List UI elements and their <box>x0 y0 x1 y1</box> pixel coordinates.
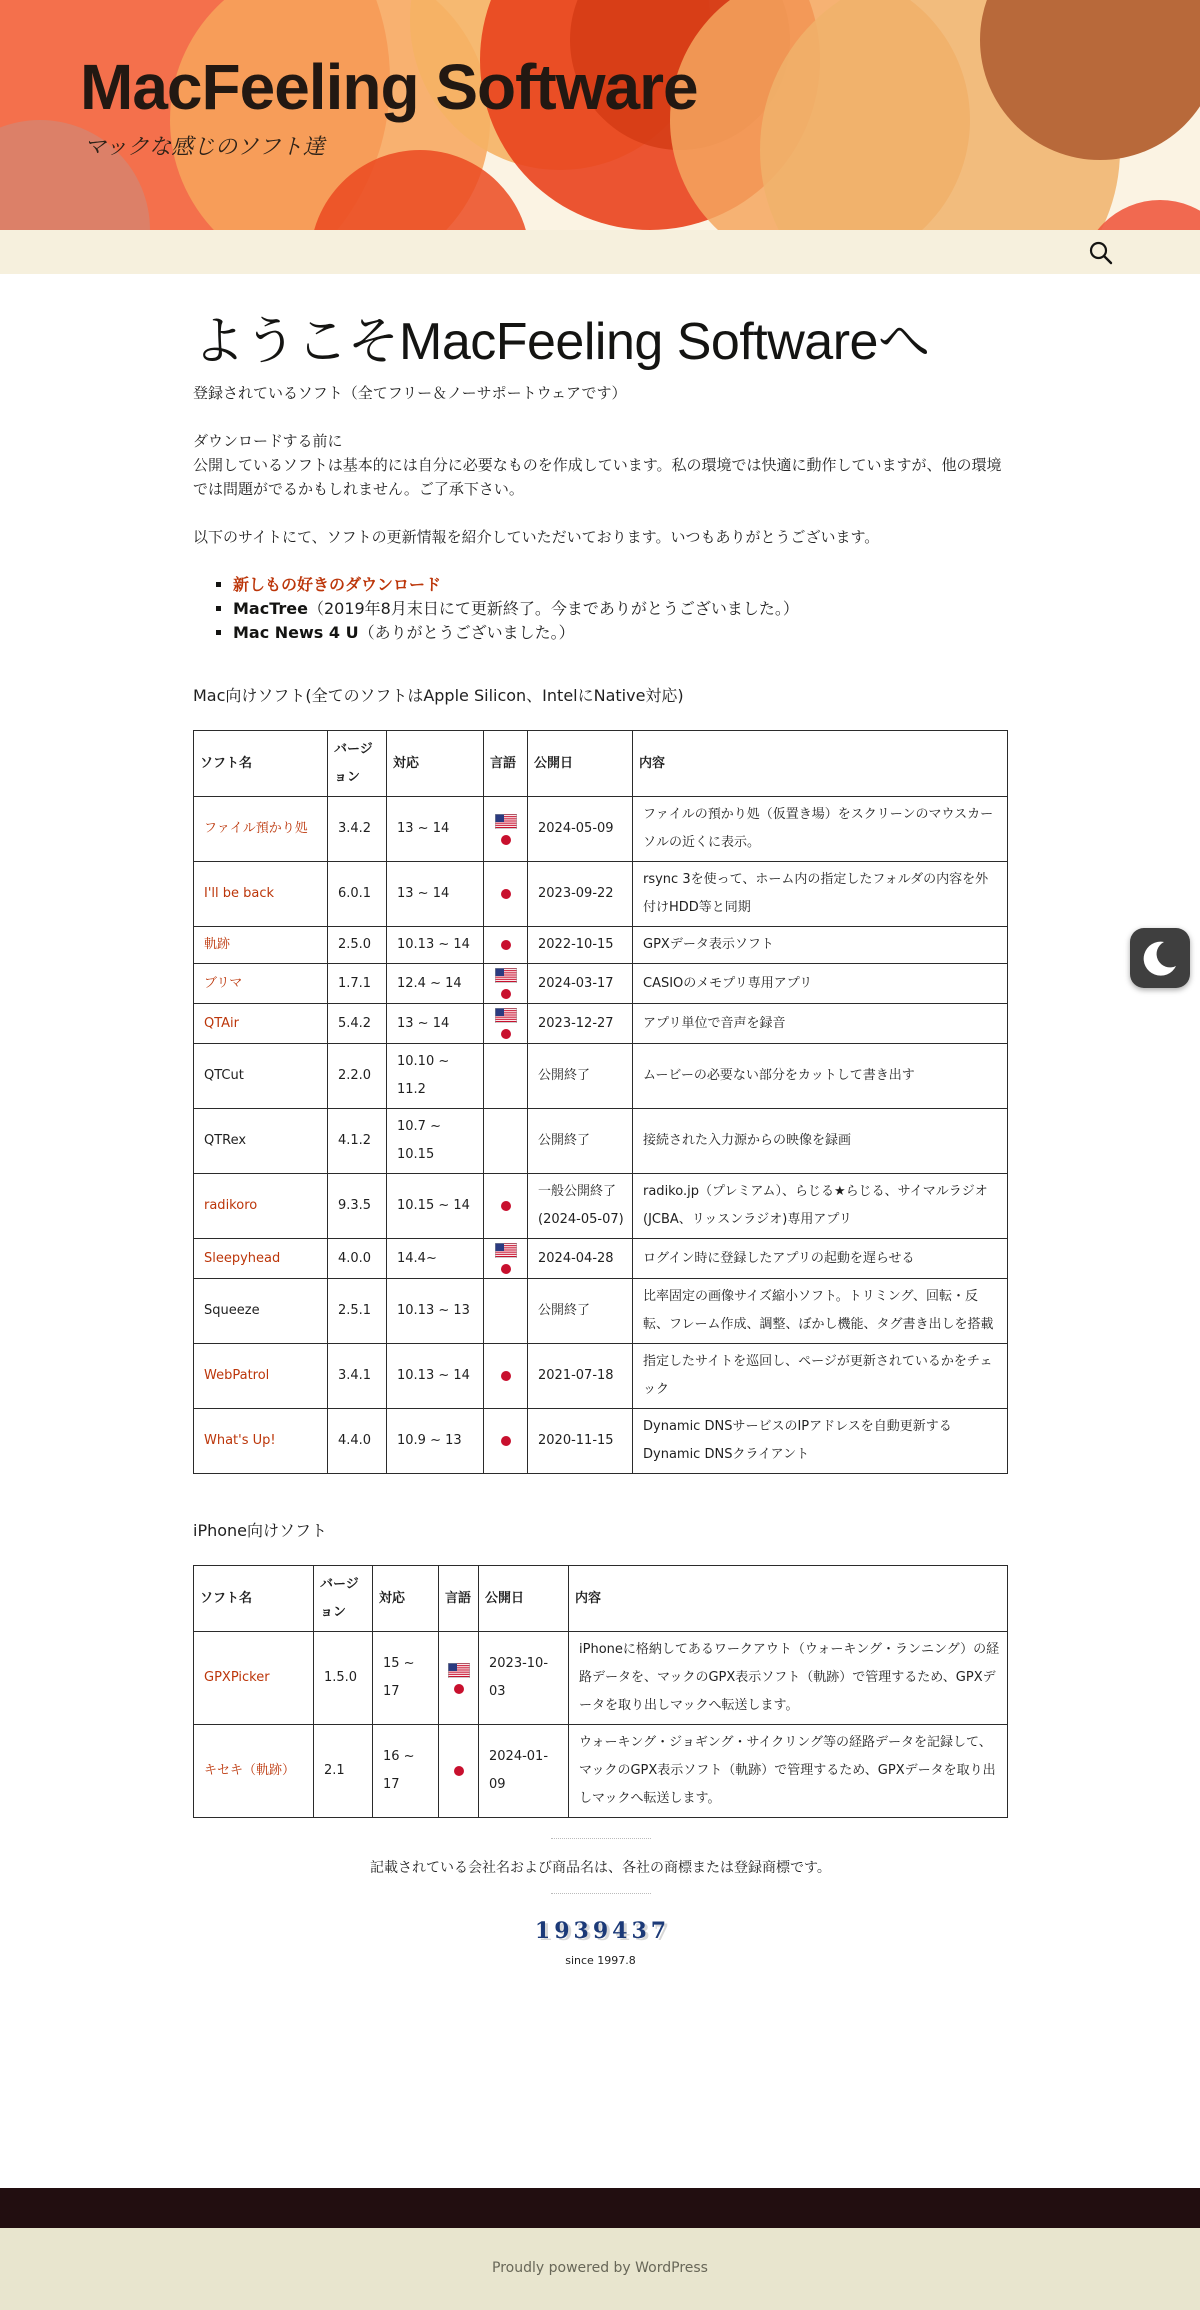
table-header-row <box>194 731 1008 797</box>
divider <box>551 1893 651 1894</box>
version-cell: 4.4.0 <box>328 1409 387 1474</box>
site-link-shinshimono[interactable]: 新しもの好きのダウンロード <box>233 575 442 594</box>
app-name-cell <box>194 797 328 862</box>
release-date-cell: 2023-12-27 <box>528 1004 633 1044</box>
os-support-cell: 13 ~ 14 <box>387 1004 484 1044</box>
iphone-apps-table <box>193 1565 1008 1818</box>
release-date-cell: 公開終了 <box>528 1279 633 1344</box>
app-name-cell <box>194 1044 328 1109</box>
jp-flag-icon <box>501 1201 511 1211</box>
table-row <box>194 862 1008 927</box>
description-cell: 比率固定の画像サイズ縮小ソフト。トリミング、回転・反転、フレーム作成、調整、ぼかし機能、タグ書き出しを搭載 <box>633 1279 1008 1344</box>
counter-digit: 3 <box>631 1918 647 1944</box>
language-cell <box>484 1239 528 1279</box>
app-name-cell <box>194 1174 328 1239</box>
jp-flag-icon <box>501 989 511 999</box>
list-item <box>233 573 1008 597</box>
jp-flag-icon <box>501 940 511 950</box>
table-header-row <box>194 1566 1008 1632</box>
release-date-cell: 2024-03-17 <box>528 964 633 1004</box>
os-support-cell: 10.10 ~ 11.2 <box>387 1044 484 1109</box>
language-cell <box>484 797 528 862</box>
app-name-cell <box>194 1239 328 1279</box>
language-cell <box>484 862 528 927</box>
app-name-cell <box>194 1344 328 1409</box>
table-row <box>194 1279 1008 1344</box>
description-cell: ログイン時に登録したアプリの起動を遅らせる <box>633 1239 1008 1279</box>
app-name-cell <box>194 1725 314 1818</box>
table-row <box>194 1344 1008 1409</box>
app-name-cell <box>194 1632 314 1725</box>
app-link[interactable]: キセキ（軌跡） <box>204 1763 296 1778</box>
app-link[interactable]: 軌跡 <box>204 937 231 952</box>
moon-icon <box>1130 928 1190 988</box>
trademark-note: 記載されている会社名および商品名は、各社の商標または登録商標です。 <box>370 1860 831 1876</box>
jp-flag-icon <box>501 1264 511 1274</box>
release-date-cell: 公開終了 <box>528 1109 633 1174</box>
description-cell: iPhoneに格納してあるワークアウト（ウォーキング・ランニング）の経路データを、マックのGPX表示ソフト（軌跡）で管理するため、GPXデータを取り出しマックへ転送します。 <box>569 1632 1008 1725</box>
app-link[interactable]: I'll be back <box>204 886 275 901</box>
release-date-cell: 一般公開終了(2024-05-07) <box>528 1174 633 1239</box>
os-support-cell: 16 ~ 17 <box>373 1725 439 1818</box>
us-flag-icon <box>448 1663 470 1678</box>
description-cell: 指定したサイトを巡回し、ページが更新されているかをチェック <box>633 1344 1008 1409</box>
jp-flag-icon <box>501 1436 511 1446</box>
column-header: 公開日 <box>479 1566 569 1632</box>
language-cell <box>484 1344 528 1409</box>
os-support-cell: 10.13 ~ 13 <box>387 1279 484 1344</box>
description-cell: GPXデータ表示ソフト <box>633 927 1008 964</box>
jp-flag-icon <box>501 835 511 845</box>
main-content <box>193 310 1008 1967</box>
column-header: 対応 <box>373 1566 439 1632</box>
version-cell: 2.5.0 <box>328 927 387 964</box>
description-cell: ウォーキング・ジョギング・サイクリング等の経路データを記録して、マックのGPX表示ソフト（軌跡）で管理するため、GPXデータを取り出しマックへ転送します。 <box>569 1725 1008 1818</box>
jp-flag-icon <box>501 1029 511 1039</box>
before-download-heading: ダウンロードする前に <box>193 432 343 450</box>
app-name-cell <box>194 964 328 1004</box>
version-cell: 4.0.0 <box>328 1239 387 1279</box>
sites-intro: 以下のサイトにて、ソフトの更新情報を紹介していただいております。いつもありがとうございます。 <box>193 528 880 546</box>
language-cell <box>484 1409 528 1474</box>
os-support-cell: 10.13 ~ 14 <box>387 1344 484 1409</box>
column-header: 対応 <box>387 731 484 797</box>
column-header: ソフト名 <box>194 1566 314 1632</box>
counter-digit: 1 <box>534 1918 551 1944</box>
version-cell: 3.4.1 <box>328 1344 387 1409</box>
language-cell <box>484 1109 528 1174</box>
table-row <box>194 1725 1008 1818</box>
language-cell <box>484 927 528 964</box>
counter-digit: 7 <box>650 1918 667 1944</box>
jp-flag-icon <box>454 1766 464 1776</box>
app-name-cell <box>194 862 328 927</box>
description-cell: rsync 3を使って、ホーム内の指定したフォルダの内容を外付けHDD等と同期 <box>633 862 1008 927</box>
os-support-cell: 12.4 ~ 14 <box>387 964 484 1004</box>
counter-since: since 1997.8 <box>565 1954 636 1967</box>
before-download-text: 公開しているソフトは基本的には自分に必要なものを作成しています。私の環境では快適に動作していますが、他の環境では問題がでるかもしれません。ご了承下さい。 <box>193 456 1002 498</box>
list-item <box>233 597 1008 621</box>
language-cell <box>484 1004 528 1044</box>
description-cell: ファイルの預かり処（仮置き場）をスクリーンのマウスカーソルの近くに表示。 <box>633 797 1008 862</box>
language-cell <box>439 1632 479 1725</box>
page-title: ようこそMacFeeling Softwareへ <box>193 313 930 371</box>
mac-apps-table <box>193 730 1008 1474</box>
column-header: ソフト名 <box>194 731 328 797</box>
app-link[interactable]: QTAir <box>204 1015 240 1031</box>
table-row <box>194 1004 1008 1044</box>
version-cell: 6.0.1 <box>328 862 387 927</box>
nav-bar <box>0 230 1200 274</box>
release-date-cell: 2021-07-18 <box>528 1344 633 1409</box>
intro-text: 登録されているソフト（全てフリー＆ノーサポートウェアです） <box>193 384 627 402</box>
version-cell: 4.1.2 <box>328 1109 387 1174</box>
update-sites-list <box>233 573 1008 645</box>
counter-digit: 4 <box>612 1918 628 1944</box>
app-name-cell <box>194 927 328 964</box>
site-title[interactable]: MacFeeling Software <box>80 51 698 123</box>
app-name-cell <box>194 1109 328 1174</box>
app-link[interactable]: GPXPicker <box>204 1670 270 1685</box>
version-cell: 5.4.2 <box>328 1004 387 1044</box>
release-date-cell: 2023-09-22 <box>528 862 633 927</box>
os-support-cell: 10.7 ~ 10.15 <box>387 1109 484 1174</box>
divider <box>551 1838 651 1839</box>
version-cell: 2.1 <box>314 1725 373 1818</box>
language-cell <box>484 1279 528 1344</box>
table-row <box>194 1174 1008 1239</box>
site-note: （ありがとうございました。） <box>358 623 575 642</box>
os-support-cell: 10.9 ~ 13 <box>387 1409 484 1474</box>
table-row <box>194 1109 1008 1174</box>
app-link[interactable]: What's Up! <box>204 1433 276 1448</box>
table-row <box>194 797 1008 862</box>
version-cell: 1.5.0 <box>314 1632 373 1725</box>
site-link-mactree[interactable]: MacTree <box>233 599 308 618</box>
language-cell <box>484 1174 528 1239</box>
table-row <box>194 1409 1008 1474</box>
language-cell <box>484 1044 528 1109</box>
os-support-cell: 15 ~ 17 <box>373 1632 439 1725</box>
site-link-macnews4u[interactable]: Mac News 4 U <box>233 623 359 642</box>
mac-section-heading: Mac向けソフト(全てのソフトはApple Silicon、IntelにNative対応) <box>193 686 684 705</box>
release-date-cell: 2023-10-03 <box>479 1632 569 1725</box>
us-flag-icon <box>495 1008 517 1023</box>
app-name: QTRex <box>204 1133 247 1148</box>
table-row <box>194 1632 1008 1725</box>
iphone-section-heading: iPhone向けソフト <box>193 1521 328 1540</box>
os-support-cell: 13 ~ 14 <box>387 797 484 862</box>
us-flag-icon <box>495 968 517 983</box>
column-header: 内容 <box>633 731 1008 797</box>
description-cell: アプリ単位で音声を録音 <box>633 1004 1008 1044</box>
app-link[interactable]: ファイル預かり処 <box>204 821 308 836</box>
site-note: （2019年8月末日にて更新終了。今までありがとうございました。） <box>307 599 799 618</box>
app-name-cell <box>194 1409 328 1474</box>
release-date-cell: 2024-05-09 <box>528 797 633 862</box>
os-support-cell: 10.15 ~ 14 <box>387 1174 484 1239</box>
column-header: 言語 <box>484 731 528 797</box>
app-link[interactable]: Sleepyhead <box>204 1250 281 1266</box>
site-description: マックな感じのソフト達 <box>84 135 325 160</box>
app-name-cell <box>194 1004 328 1044</box>
app-name: QTCut <box>204 1068 244 1083</box>
app-link[interactable]: ブリマ <box>204 975 243 991</box>
column-header: 公開日 <box>528 731 633 797</box>
release-date-cell: 2022-10-15 <box>528 927 633 964</box>
jp-flag-icon <box>454 1684 464 1694</box>
footer-widget-area <box>0 2188 1200 2228</box>
os-support-cell: 13 ~ 14 <box>387 862 484 927</box>
app-link[interactable]: radikoro <box>204 1198 258 1213</box>
counter-digit: 9 <box>554 1918 570 1944</box>
version-cell: 2.5.1 <box>328 1279 387 1344</box>
language-cell <box>439 1725 479 1818</box>
app-name-cell <box>194 1279 328 1344</box>
release-date-cell: 2020-11-15 <box>528 1409 633 1474</box>
column-header: バージョン <box>328 731 387 797</box>
jp-flag-icon <box>501 1371 511 1381</box>
os-support-cell: 10.13 ~ 14 <box>387 927 484 964</box>
description-cell: ムービーの必要ない部分をカットして書き出す <box>633 1044 1008 1109</box>
us-flag-icon <box>495 814 517 829</box>
os-support-cell: 14.4~ <box>387 1239 484 1279</box>
app-name: Squeeze <box>204 1303 260 1318</box>
description-cell: Dynamic DNSサービスのIPアドレスを自動更新するDynamic DNSクライアント <box>633 1409 1008 1474</box>
version-cell: 2.2.0 <box>328 1044 387 1109</box>
language-cell <box>484 964 528 1004</box>
powered-by-link[interactable]: Proudly powered by WordPress <box>492 2260 708 2276</box>
release-date-cell: 2024-04-28 <box>528 1239 633 1279</box>
column-header: 内容 <box>569 1566 1008 1632</box>
list-item <box>233 621 1008 645</box>
jp-flag-icon <box>501 889 511 899</box>
counter-digit: 3 <box>573 1918 589 1944</box>
table-row <box>194 1239 1008 1279</box>
version-cell: 3.4.2 <box>328 797 387 862</box>
version-cell: 9.3.5 <box>328 1174 387 1239</box>
column-header: バージョン <box>314 1566 373 1632</box>
search-icon[interactable] <box>1088 240 1114 266</box>
description-cell: CASIOのメモプリ専用アプリ <box>633 964 1008 1004</box>
us-flag-icon <box>495 1243 517 1258</box>
description-cell: radiko.jp（プレミアム）、らじる★らじる、サイマルラジオ(JCBA、リッスンラジオ)専用アプリ <box>633 1174 1008 1239</box>
description-cell: 接続された入力源からの映像を録画 <box>633 1109 1008 1174</box>
version-cell: 1.7.1 <box>328 964 387 1004</box>
release-date-cell: 公開終了 <box>528 1044 633 1109</box>
access-counter <box>193 1918 1008 1944</box>
dark-mode-toggle-button[interactable] <box>1130 928 1190 988</box>
app-link[interactable]: WebPatrol <box>204 1368 270 1383</box>
site-footer <box>0 2228 1200 2310</box>
table-row <box>194 964 1008 1004</box>
site-header <box>0 0 1200 230</box>
table-row <box>194 927 1008 964</box>
release-date-cell: 2024-01-09 <box>479 1725 569 1818</box>
table-row <box>194 1044 1008 1109</box>
counter-digit: 9 <box>592 1918 609 1944</box>
column-header: 言語 <box>439 1566 479 1632</box>
